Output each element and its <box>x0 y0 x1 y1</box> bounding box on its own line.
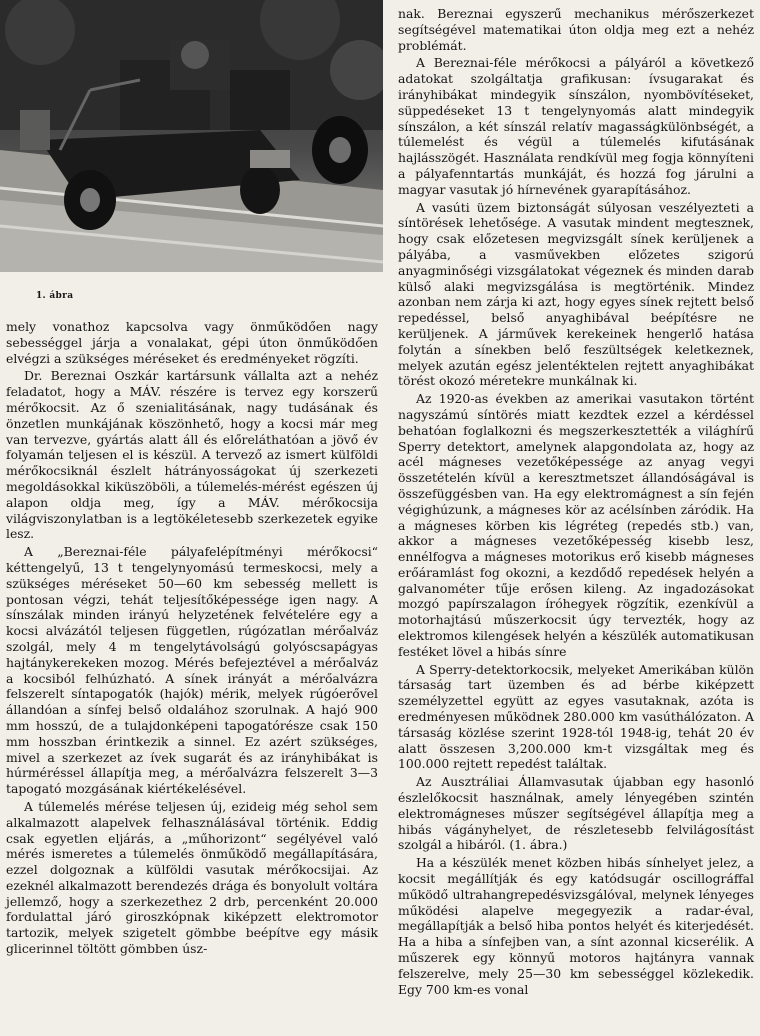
paragraph: mely vonathoz kapcsolva vagy önműködően nagy sebességgel járja a vonalakat, gépi úton önműködően elvégzi a szükséges méréseket és eredményeket rögzíti. <box>6 319 378 366</box>
paragraph: Az 1920-as években az amerikai vasutakon történt nagyszámú síntörés miatt kezdtek ezzel a kérdéssel behatóan foglalkozni és megszerkesztették a világhírű Sperry detektort, amelynek alapgondolata az, hogy az acél mágneses vezetőképessége az anyag vegyi összetételén kívül a keresztmetszet állandóságával is összefüggésben van. Ha egy elektromágnest a sín fején végighúzunk, a mágneses kör az acélsínben záródik. Ha a mágneses körben kis légréteg (repedés stb.) van, akkor a mágneses vezetőképesség kisebb lesz, ennélfogva a mágneses motorikus erő kisebb mágneses erőáramlást fog okozni, a kezdődő repedések helyén a galvanométer tűje erősen kileng. Az ingadozásokat mozgó papírszalagon íróhegyek rögzítik, ezenkívül a motorhajtású műszerkocsit úgy tervezték, hogy az elektromos kilengések helyén a készülék automatikusan festéket lövel a hibás sínre <box>398 391 754 659</box>
right-text-column <box>398 6 754 997</box>
paragraph: A Bereznai-féle mérőkocsi a pályáról a következő adatokat szolgáltatja grafikusan: ívsugarakat és irányhibákat mindegyik sínszálon, nyombövítéseket, süppedéseket 13 t tengelynyomás alatt mindegyik sínszálon, a két sínszál relatív magasságkülönbségét, a túlemelést és végül a túlemelés kifutásának hajlásszögét. Használata rendkívül meg fogja könnyíteni a pályafenntartás munkáját, és hozzá fog járulni a magyar vasutak jó hírnevének gyarapításához. <box>398 55 754 197</box>
paragraph: Dr. Bereznai Oszkár kartársunk vállalta azt a nehéz feladatot, hogy a MÁV. részére is tervez egy korszerű mérőkocsit. Az ő szenialitásának, nagy tudásának és önzetlen munkájának köszönhető, hogy a kocsi már meg van tervezve, gyártás alatt áll és előreláthatóan a jövő év folyamán teljesen el is készül. A tervező az ismert külföldi mérőkocsiknál észlelt hátrányosságokat új szerkezeti megoldásokkal kiküszöböli, a túlemelés-mérést egészen új alapon oldja meg, így a MÁV. mérőkocsija világviszonylatban is a legtökéletesebb szerkezetek egyike lesz. <box>6 368 378 542</box>
paragraph: A „Bereznai-féle pályafelépítményi mérőkocsi“ kéttengelyű, 13 t tengelynyomású termeskocsi, mely a szükséges méréseket 50—60 km sebesség mellett is pontosan végzi, tehát teljesítőképessége igen nagy. A sínszálak minden irányú helyzetének felvételére egy a kocsi alvázától teljesen független, rúgózatlan mérőalváz szolgál, mely 4 m tengelytávolságú golyóscsapágyas hajtánykerekeken mozog. Mérés befejeztével a mérőalváz a kocsiból felhúzható. A sínek irányát a mérőalvázra felszerelt síntapogatók (hajók) mérik, melyek rúgóerővel állandóan a sínfej belső oldalához szorulnak. A hajó 900 mm hosszú, de a tulajdonképeni tapogatórésze csak 150 mm hosszban érintkezik a sinnel. Ez azért szükséges, mivel a szerkezet az ívek sugarát és az irányhibákat is húrméréssel állapítja meg, a mérőalvázra felszerelt 3—3 tapogató mozgásának kiértékelésével. <box>6 544 378 797</box>
paragraph: Ha a készülék menet közben hibás sínhelyet jelez, a kocsit megállítják és egy katódsugár oscillográffal működő ultrahangrepedésvizsgálóval, melynek lényeges működési alapelve megegyezik a radar-éval, megállapítják a belső hiba pontos helyét és kiterjedését. Ha a hiba a sínfejben van, a sínt azonnal kicserélik. A műszerek egy könnyű motoros hajtányra vannak felszerelve, mely 25—30 km sebességgel közlekedik. Egy 700 km-es vonal <box>398 855 754 997</box>
paragraph: A vasúti üzem biztonságát súlyosan veszélyezteti a síntörések lehetősége. A vasutak mindent megtesznek, hogy csak előzetesen megvizsgált sínek kerüljenek a pályába, a vasművekben előzetes szigorú anyagminőségi vizsgálatokat végeznek és minden darab külső alaki megvizsgálása is megtörténik. Mindez azonban nem zárja ki azt, hogy egyes sínek rejtett belső repedéssel, belső anyaghibával beépítésre ne kerüljenek. A járművek kerekeinek hengerlő hatása folytán a sínekben belő feszültségek keletkeznek, melyek azután egész jelentéktelen rejtett anyaghibákat törést okozó méretekre munkálnak ki. <box>398 199 754 389</box>
figure-photo <box>0 0 383 272</box>
paragraph: A Sperry-detektorkocsik, melyeket Amerikában külön társaság tart üzemben és ad bérbe kiképzett személyzettel együtt az egyes vasutaknak, azóta is eredményesen működnek 280.000 km vasúthálózaton. A társaság közlése szerint 1928-tól 1948-ig, tehát 20 év alatt összesen 3,200.000 km-t vizsgáltak meg és 100.000 rejtett repedést találtak. <box>398 661 754 772</box>
figure-caption: 1. ábra <box>36 291 74 301</box>
paragraph: Az Ausztráliai Államvasutak újabban egy hasonló észlelőkocsit használnak, amely lényegében szintén elektromágneses műszer segítségével állapítja meg a hibás vágányhelyet, de részletesebb felvilágosítást szolgál a hibáról. (1. ábra.) <box>398 774 754 853</box>
paragraph: nak. Bereznai egyszerű mechanikus mérőszerkezet segítségével matematikai úton oldja meg ezt a nehéz problémát. <box>398 6 754 53</box>
left-text-column <box>6 319 378 957</box>
rail-inspection-car-image <box>0 0 383 272</box>
paragraph: A túlemelés mérése teljesen új, ezideig még sehol sem alkalmazott alapelvek felhasználásával történik. Eddig csak egyetlen eljárás, a „műhorizont“ segélyével való mérés ismeretes a túlemelés önműködő megállapítására, ezzel dolgoznak a külföldi vasutak mérőkocsijai. Az ezeknél alkalmazott berendezés drága és bonyolult voltára jellemző, hogy a szerkezethez 2 drb, percenként 20.000 fordulattal járó giroszkópnak kiképzett elektromotor tartozik, melyek szigetelt gömbbe beépítve egy másik glicerinnel töltött gömbben úsz- <box>6 798 378 957</box>
